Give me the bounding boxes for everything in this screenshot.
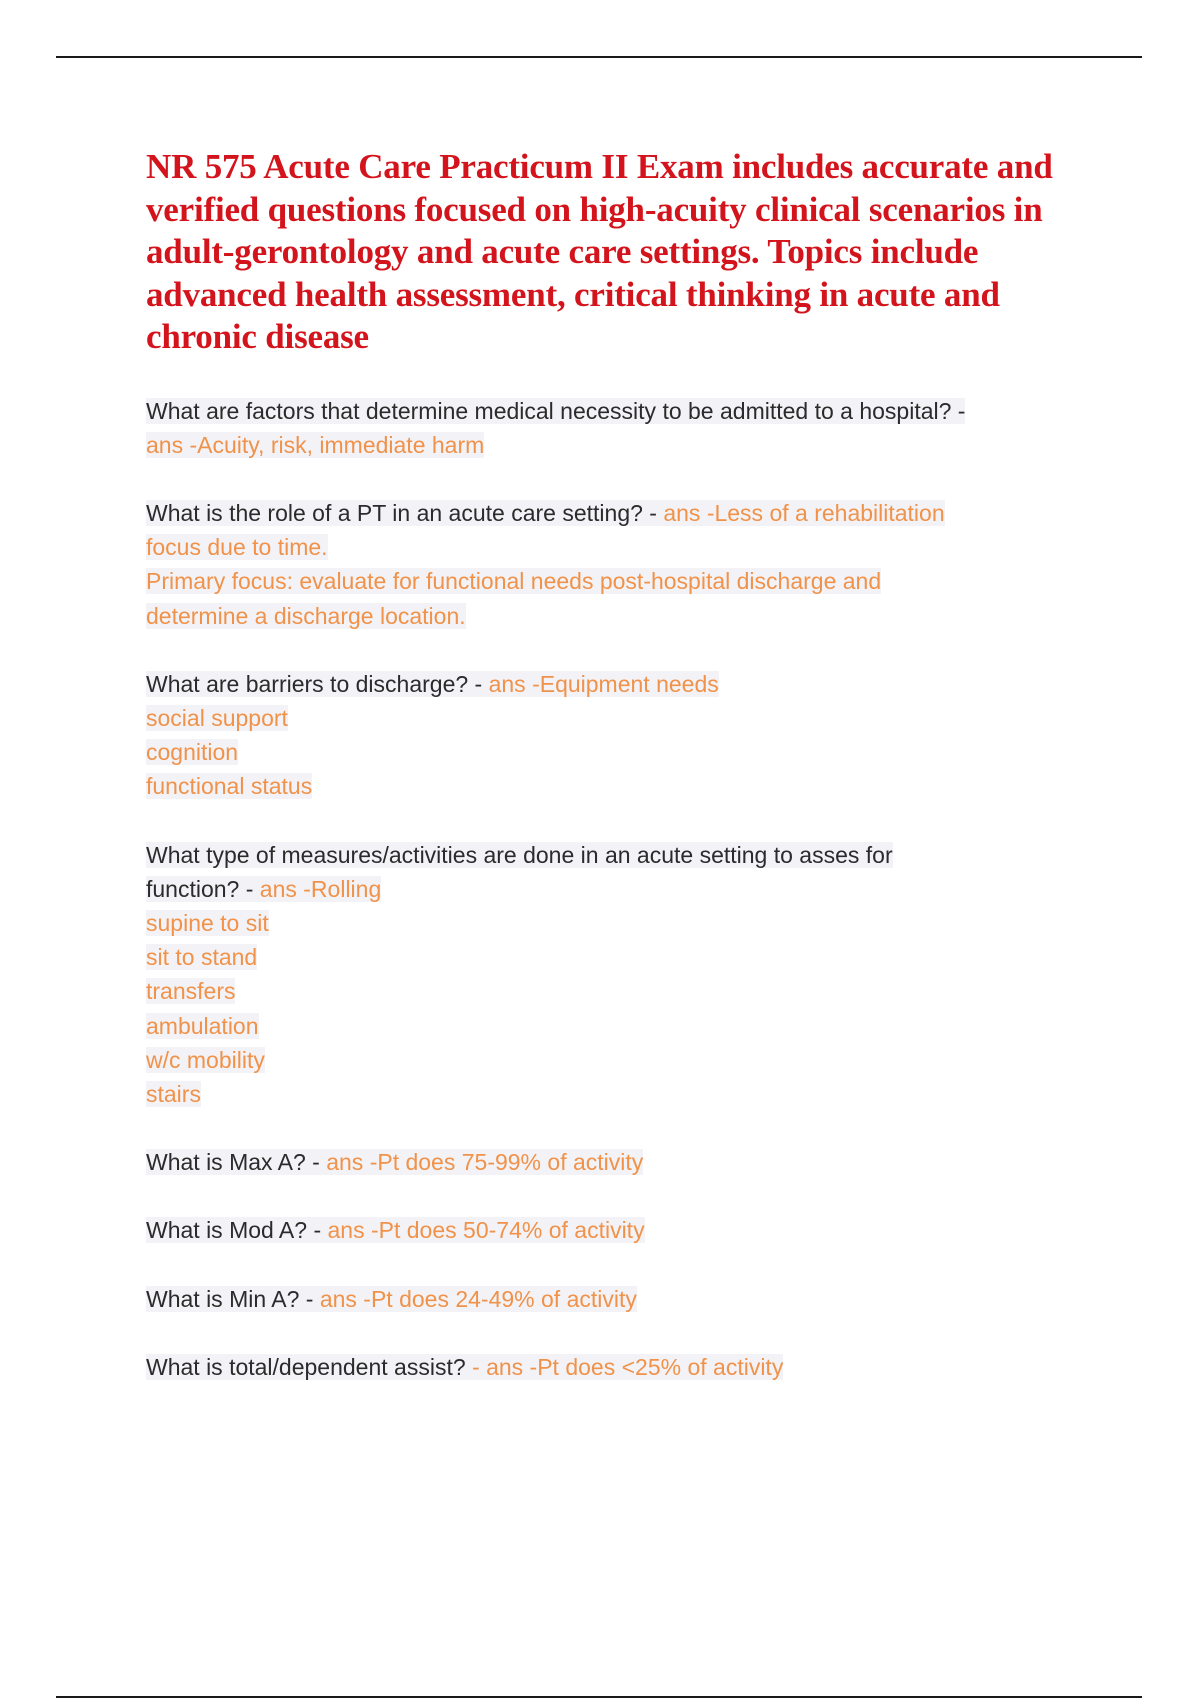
answer-line: determine a discharge location. <box>146 602 466 629</box>
answer-line: w/c mobility <box>146 1046 265 1073</box>
answer-line: cognition <box>146 739 239 766</box>
answer-line: functional status <box>146 773 313 800</box>
question-text: What is Min A? - <box>146 1285 320 1312</box>
question-text: What is the role of a PT in an acute care setting? - <box>146 499 664 526</box>
qa-item-admission-factors <box>146 394 1086 462</box>
bottom-rule <box>56 1696 1142 1698</box>
answer-line: ambulation <box>146 1012 259 1039</box>
answer-text: ans -Pt does 24-49% of activity <box>319 1285 637 1312</box>
qa-item-discharge-barriers <box>146 667 1086 804</box>
answer-line: sit to stand <box>146 944 258 971</box>
question-text: What are factors that determine medical necessity to be admitted to a hospital? - <box>146 397 966 424</box>
answer-line: focus due to time. <box>146 534 328 561</box>
answer-text: ans -Acuity, risk, immediate harm <box>146 431 485 458</box>
answer-line: social support <box>146 704 288 731</box>
top-rule <box>56 56 1142 58</box>
question-text: What type of measures/activities are done in an acute setting to asses for <box>146 841 893 868</box>
qa-list <box>146 394 1086 1384</box>
answer-line: Primary focus: evaluate for functional needs post-hospital discharge and <box>146 568 882 595</box>
question-text: What are barriers to discharge? - <box>146 670 489 697</box>
qa-item-max-a <box>146 1145 1086 1179</box>
answer-text: ans -Pt does 50-74% of activity <box>327 1217 645 1244</box>
answer-line: transfers <box>146 978 236 1005</box>
qa-item-pt-role <box>146 496 1086 633</box>
document-title: NR 575 Acute Care Practicum II Exam includes accurate and verified questions focused on high-acuity clinical scenarios in adult-gerontology and acute care settings. Topics include advanced health assessment, critical thinking in acute and chronic disease <box>146 147 1053 356</box>
document-body <box>146 146 1086 1418</box>
question-text: What is total/dependent assist? <box>146 1353 473 1380</box>
answer-text: - ans -Pt does <25% of activity <box>472 1353 784 1380</box>
qa-item-total-assist <box>146 1350 1086 1384</box>
question-text: What is Mod A? - <box>146 1217 328 1244</box>
answer-line: stairs <box>146 1080 201 1107</box>
question-text-cont: function? - <box>146 875 260 902</box>
answer-text: ans -Less of a rehabilitation <box>663 499 945 526</box>
answer-text: ans -Pt does 75-99% of activity <box>326 1149 644 1176</box>
answer-text: ans -Rolling <box>259 875 382 902</box>
qa-item-min-a <box>146 1282 1086 1316</box>
answer-line: supine to sit <box>146 909 269 936</box>
qa-item-function-measures <box>146 838 1086 1112</box>
question-text: What is Max A? - <box>146 1149 327 1176</box>
answer-text: ans -Equipment needs <box>488 670 719 697</box>
qa-item-mod-a <box>146 1213 1086 1247</box>
